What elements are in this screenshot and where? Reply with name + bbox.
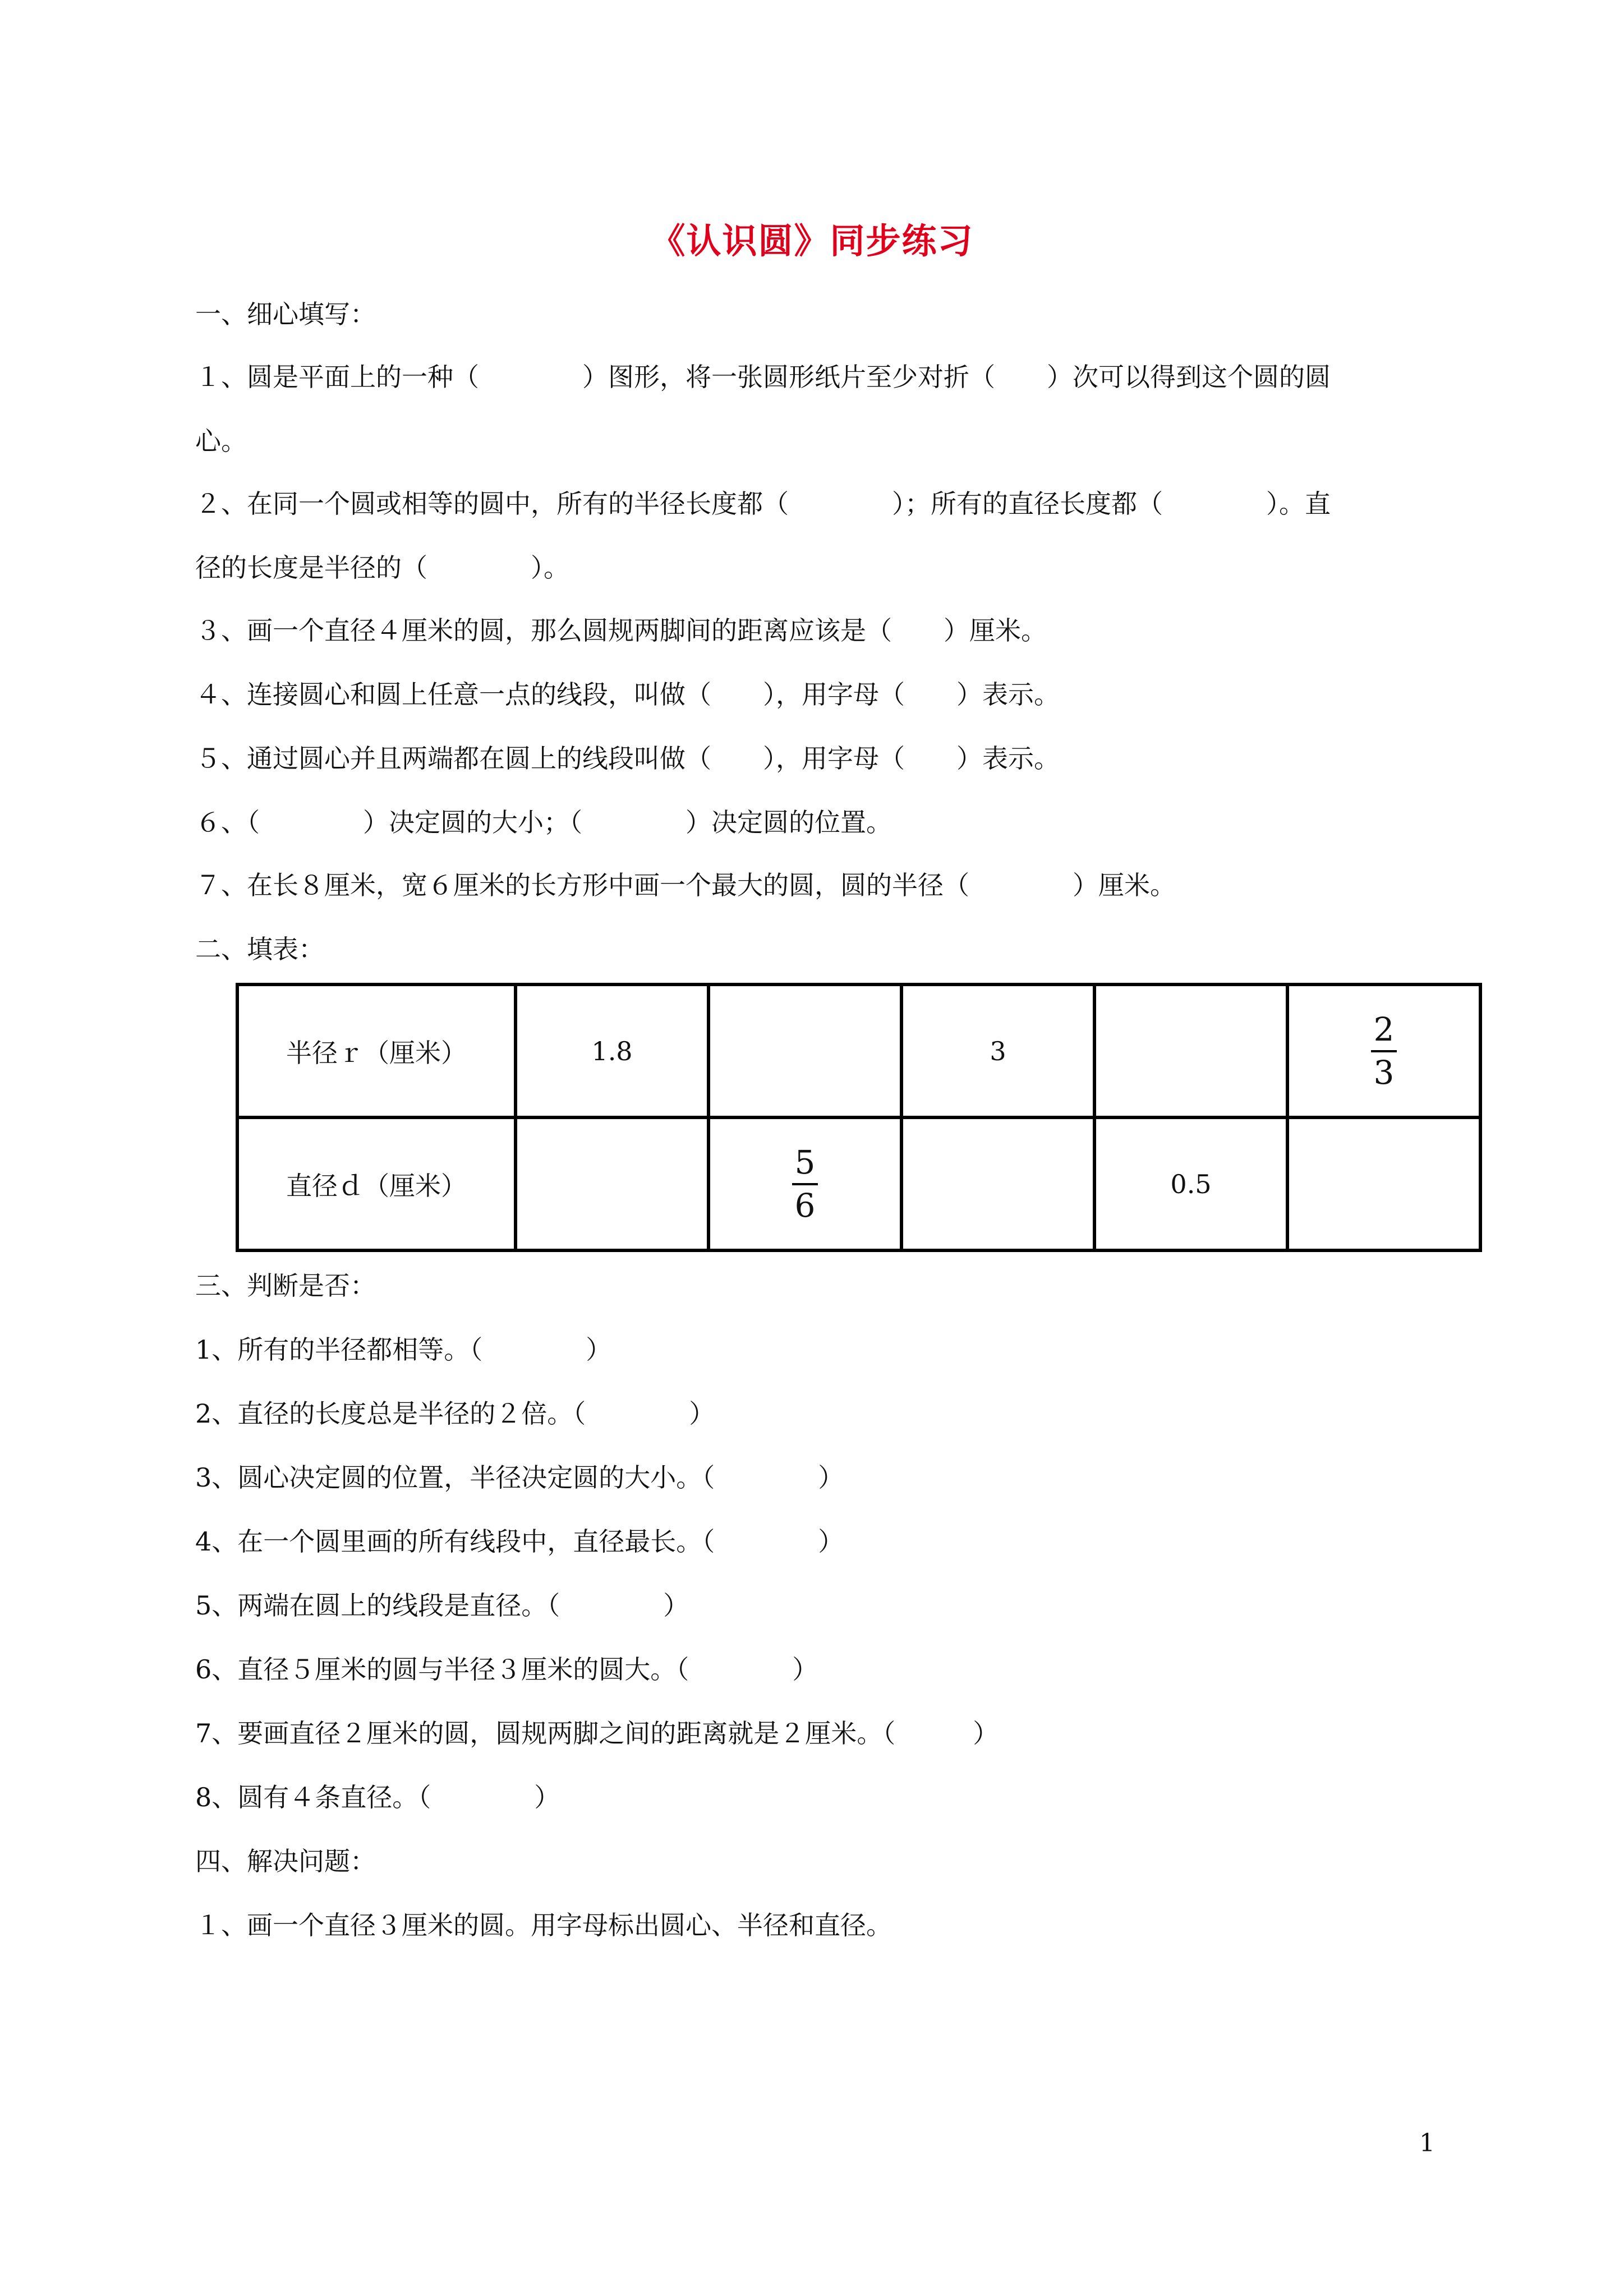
- judge-item-1: 1、所有的半径都相等。（ ）: [195, 1335, 612, 1365]
- fraction-numerator: 2: [1373, 1010, 1395, 1048]
- fraction-denominator: 3: [1373, 1053, 1395, 1092]
- fraction-denominator: 6: [794, 1186, 816, 1225]
- table-cell: [516, 1117, 709, 1250]
- section2-heading: 二、填表：: [195, 934, 324, 964]
- section3-heading: 三、判断是否：: [195, 1271, 376, 1301]
- fraction-bar: [792, 1183, 818, 1185]
- table-cell: [1287, 984, 1480, 1117]
- section1-heading: 一、细心填写：: [195, 299, 376, 329]
- judge-item-8: 8、圆有４条直径。（ ）: [195, 1782, 560, 1812]
- judge-item-2: 2、直径的长度总是半径的２倍。（ ）: [195, 1398, 715, 1429]
- table-cell: [709, 984, 901, 1117]
- table-cell: 3: [901, 984, 1094, 1117]
- page-number: 1: [1419, 2129, 1435, 2157]
- judge-item-7: 7、要画直径２厘米的圆，圆规两脚之间的距离就是２厘米。（ ）: [195, 1718, 999, 1749]
- question-7: ７、在长８厘米，宽６厘米的长方形中画一个最大的圆，圆的半径（ ）厘米。: [195, 870, 1176, 900]
- fraction-bar: [1371, 1050, 1397, 1052]
- radius-diameter-table: [236, 983, 1482, 1252]
- fraction-numerator: 5: [794, 1143, 816, 1181]
- table-cell: [901, 1117, 1094, 1250]
- question-2-line1: ２、在同一个圆或相等的圆中，所有的半径长度都（ ）；所有的直径长度都（ ）。直: [195, 489, 1331, 519]
- judge-item-4: 4、在一个圆里画的所有线段中，直径最长。（ ）: [195, 1526, 844, 1557]
- fraction: [792, 1145, 818, 1223]
- row-label-diameter: 直径ｄ（厘米）: [237, 1117, 516, 1250]
- table-cell: 1.8: [516, 984, 709, 1117]
- question-1-line2: 心。: [195, 426, 247, 456]
- judge-item-5: 5、两端在圆上的线段是直径。（ ）: [195, 1590, 689, 1621]
- question-6: ６、（ ）决定圆的大小；（ ）决定圆的位置。: [195, 807, 892, 838]
- question-1-line1: １、圆是平面上的一种（ ）图形，将一张圆形纸片至少对折（ ）次可以得到这个圆的圆: [195, 362, 1331, 392]
- fraction: [1371, 1010, 1397, 1092]
- judge-item-3: 3、圆心决定圆的位置，半径决定圆的大小。（ ）: [195, 1462, 844, 1493]
- table-row: [237, 1117, 1480, 1250]
- question-4: ４、连接圆心和圆上任意一点的线段，叫做（ ），用字母（ ）表示。: [195, 679, 1060, 710]
- table-cell: [709, 1117, 901, 1250]
- page-title: 《认识圆》同步练习: [650, 220, 974, 261]
- problem-1: １、画一个直径３厘米的圆。用字母标出圆心、半径和直径。: [195, 1910, 892, 1940]
- question-2-line2: 径的长度是半径的（ ）。: [195, 553, 569, 583]
- section4-heading: 四、解决问题：: [195, 1846, 376, 1876]
- table-cell: [1287, 1117, 1480, 1250]
- table-cell: 0.5: [1094, 1117, 1287, 1250]
- row-label-radius: 半径ｒ（厘米）: [237, 984, 516, 1117]
- question-3: ３、画一个直径４厘米的圆，那么圆规两脚间的距离应该是（ ）厘米。: [195, 615, 1047, 646]
- judge-item-6: 6、直径５厘米的圆与半径３厘米的圆大。（ ）: [195, 1654, 818, 1685]
- table-row: [237, 984, 1480, 1117]
- table-cell: [1094, 984, 1287, 1117]
- question-5: ５、通过圆心并且两端都在圆上的线段叫做（ ），用字母（ ）表示。: [195, 743, 1060, 774]
